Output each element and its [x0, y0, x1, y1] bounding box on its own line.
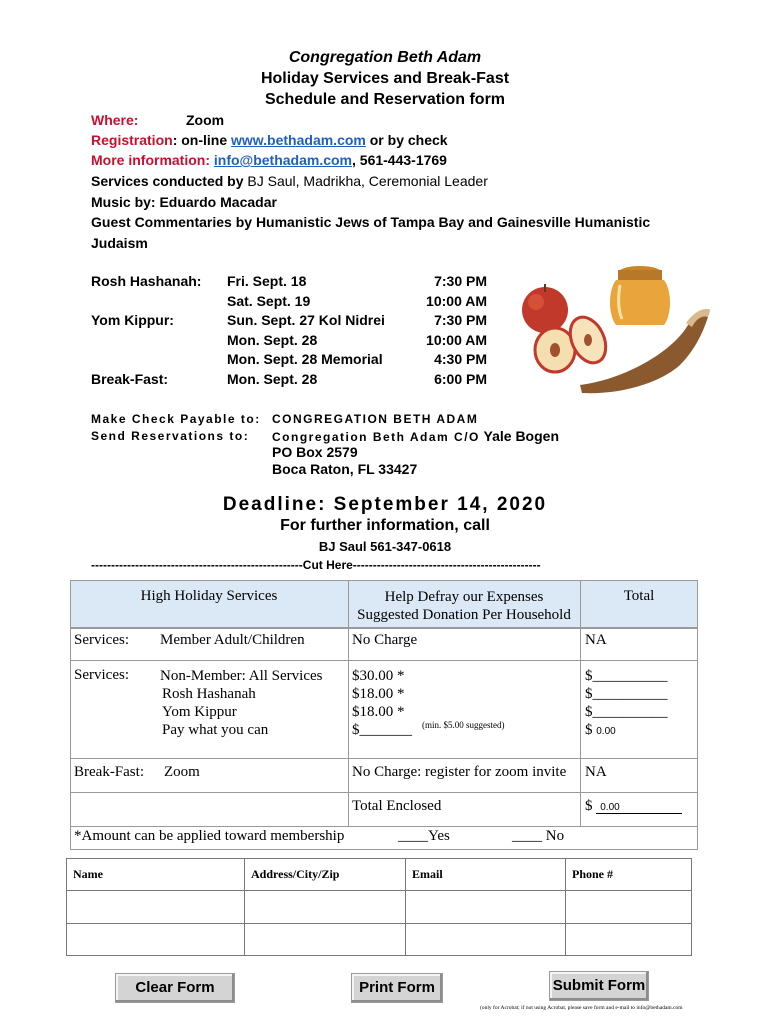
row2-totals — [585, 667, 668, 741]
row2-desc-line: Rosh Hashanah — [162, 686, 256, 702]
total-input[interactable]: $__________ — [585, 704, 668, 720]
total-sum-value: 0.00 — [596, 726, 616, 737]
schedule-row — [227, 272, 497, 292]
row3-donation: No Charge: register for zoom invite — [352, 764, 567, 780]
header-email: Email — [406, 859, 566, 891]
dollar-sign: $ — [585, 798, 593, 814]
row2-desc-line: Pay what you can — [162, 722, 269, 738]
print-form-button[interactable]: Print Form — [351, 973, 443, 1003]
name-input[interactable] — [67, 891, 245, 924]
table-row — [67, 891, 692, 924]
col-header-donation-line1: Help Defray our Expenses — [384, 589, 544, 605]
address-input[interactable] — [245, 891, 406, 924]
donation-rosh: $30.00 * — [352, 668, 405, 684]
registration-line — [91, 130, 448, 150]
row1-desc: Member Adult/Children — [160, 632, 305, 648]
col-header-services: High Holiday Services — [140, 588, 278, 604]
row3-total: NA — [585, 764, 607, 780]
col-header-total: Total — [623, 588, 655, 604]
more-info-line — [91, 150, 447, 170]
schedule-time: 7:30 PM — [434, 273, 487, 289]
dollar-sign: $ — [585, 722, 593, 738]
payable-value: CONGREGATION BETH ADAM — [272, 412, 479, 426]
website-link[interactable]: www.bethadam.com — [231, 132, 366, 148]
registration-text: : on-line — [172, 132, 232, 148]
total-input[interactable]: $__________ — [585, 668, 668, 684]
footer-note: (only for Acrobat; if not using Acrobat, please save form and e-mail to info@bethadam.com — [480, 1005, 683, 1011]
schedule-time: 7:30 PM — [434, 312, 487, 328]
total-input[interactable]: $__________ — [585, 686, 668, 702]
phone-input[interactable] — [566, 924, 692, 956]
row2-desc-line: Non-Member: All Services — [160, 668, 323, 684]
deadline: Deadline: September 14, 2020 — [222, 494, 548, 515]
where-line — [91, 110, 225, 130]
header-name: Name — [67, 859, 245, 891]
schedule-date: Fri. Sept. 18 — [227, 273, 307, 289]
row2-donation — [352, 667, 412, 739]
registration-label: Registration — [91, 132, 173, 148]
payable-label: Make Check Payable to: — [91, 412, 261, 426]
services-label: Services conducted by — [91, 173, 244, 189]
phone-input[interactable] — [566, 891, 692, 924]
contact-header-row — [67, 859, 692, 891]
schedule-date: Mon. Sept. 28 — [227, 331, 318, 348]
membership-note: *Amount can be applied toward membership — [74, 828, 345, 844]
row1-label: Services: — [74, 632, 129, 648]
services-value: BJ Saul, Madrikha, Ceremonial Leader — [243, 173, 488, 189]
row1-donation: No Charge — [352, 632, 418, 648]
schedule-time: 10:00 AM — [426, 292, 487, 309]
col-header-donation-line2: Suggested Donation Per Household — [357, 607, 571, 623]
total-sum[interactable] — [585, 721, 668, 741]
name-input[interactable] — [67, 924, 245, 956]
contact-line: BJ Saul 561-347-0618 — [318, 539, 452, 554]
total-enclosed-value: 0.00 — [596, 802, 682, 814]
send-line1-part2: Yale Bogen — [479, 428, 559, 444]
row2-desc — [160, 667, 322, 739]
membership-no[interactable]: ____ No — [512, 828, 565, 844]
schedule-date: Sat. Sept. 19 — [227, 292, 311, 309]
rosh-hashanah-label: Rosh Hashanah: — [91, 273, 202, 289]
music-line: Music by: Eduardo Macadar — [91, 194, 277, 210]
schedule-time: 4:30 PM — [434, 351, 487, 367]
donation-rosh-hashanah: $18.00 * — [352, 686, 405, 702]
schedule-row — [227, 311, 497, 331]
schedule-time: 10:00 AM — [426, 331, 487, 348]
guest-line2: Judaism — [91, 235, 148, 251]
contact-table — [66, 858, 692, 956]
more-info-label: More information: — [91, 152, 210, 168]
honey-jar-icon — [610, 266, 670, 325]
schedule-row — [227, 350, 497, 370]
form-title-line3: Schedule and Reservation form — [264, 91, 506, 108]
services-line — [91, 171, 488, 191]
send-label: Send Reservations to: — [91, 429, 250, 443]
row2-desc-line: Yom Kippur — [162, 704, 237, 720]
email-input[interactable] — [406, 924, 566, 956]
more-info-phone: , 561-443-1769 — [352, 152, 447, 168]
schedule-date: Mon. Sept. 28 — [227, 370, 318, 387]
holiday-illustration — [510, 255, 715, 400]
row3-desc: Zoom — [164, 764, 200, 780]
table-row — [67, 924, 692, 956]
registration-tail: or by check — [365, 132, 448, 148]
send-line3: Boca Raton, FL 33427 — [272, 461, 418, 477]
membership-yes[interactable]: ____Yes — [398, 828, 450, 844]
email-input[interactable] — [406, 891, 566, 924]
break-fast-label: Break-Fast: — [91, 371, 169, 387]
donation-yom-kippur: $18.00 * — [352, 704, 405, 720]
schedule-list — [227, 272, 497, 389]
yom-kippur-label: Yom Kippur: — [91, 312, 174, 328]
cut-line: -----------------------------------------------------Cut Here----------------------------------------------- — [91, 558, 541, 572]
clear-form-button[interactable]: Clear Form — [115, 973, 235, 1003]
send-line1-part1: Congregation Beth Adam C/O — [272, 430, 480, 444]
total-enclosed-label: Total Enclosed — [352, 798, 442, 814]
send-line2: PO Box 2579 — [272, 444, 358, 460]
header-phone: Phone # — [566, 859, 692, 891]
schedule-row — [227, 331, 497, 351]
donation-pay-what-you-can-input[interactable]: $_______ — [352, 722, 412, 738]
min-note: (min. $5.00 suggested) — [422, 720, 505, 730]
row3-label: Break-Fast: — [74, 764, 144, 780]
schedule-time: 6:00 PM — [434, 370, 487, 387]
reservation-table — [70, 580, 698, 850]
header-address: Address/City/Zip — [245, 859, 406, 891]
guest-line1: Guest Commentaries by Humanistic Jews of Tampa Bay and Gainesville Humanistic — [91, 214, 651, 230]
row1-total: NA — [585, 632, 607, 648]
where-label: Where: — [91, 112, 139, 128]
schedule-date: Mon. Sept. 28 Memorial — [227, 351, 383, 367]
schedule-date: Sun. Sept. 27 Kol Nidrei — [227, 312, 385, 328]
total-enclosed-input[interactable] — [585, 798, 682, 815]
apple-icon — [522, 284, 568, 333]
schedule-row — [227, 370, 497, 390]
row2-label: Services: — [74, 667, 129, 683]
schedule-row — [227, 292, 497, 312]
col-header-donation — [348, 588, 580, 624]
email-link[interactable]: info@bethadam.com — [213, 152, 352, 168]
further-info: For further information, call — [280, 517, 490, 534]
submit-form-button[interactable]: Submit Form — [549, 971, 649, 1001]
org-title: Congregation Beth Adam — [288, 49, 482, 66]
address-input[interactable] — [245, 924, 406, 956]
where-value: Zoom — [186, 112, 225, 128]
form-title-line2: Holiday Services and Break-Fast — [260, 70, 510, 87]
